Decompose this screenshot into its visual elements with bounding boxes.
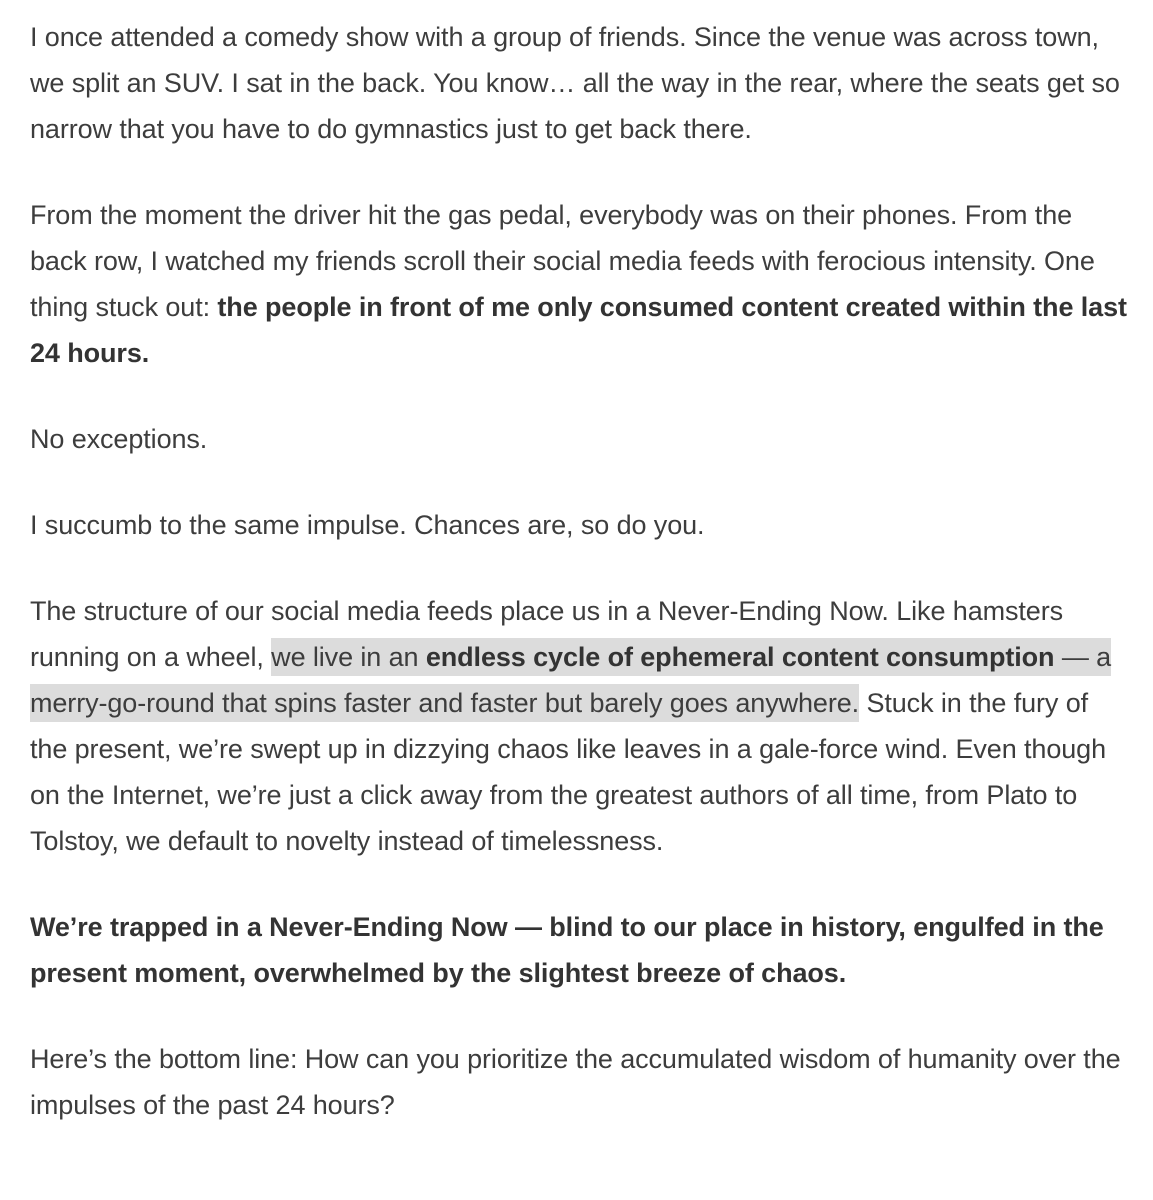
- paragraph-text: I succumb to the same impulse. Chances are, so do you.: [30, 510, 705, 540]
- paragraph-text: From the moment the driver hit the gas pedal, everybody was on their phones. From the back row, I watched my friends scroll their social media feeds with ferocious intensity. One thing stuck out:: [30, 200, 1095, 322]
- paragraph-text: Stuck in the fury of the present, we’re swept up in dizzying chaos like leaves in a gale-force wind. Even though on the Internet, we’re just a click away from the greatest authors of all time, from Plato to Tolstoy, we default to novelty instead of timelessness.: [30, 688, 1107, 856]
- highlight-bold-text: endless cycle of ephemeral content consumption: [425, 642, 1055, 672]
- paragraph-text: I once attended a comedy show with a group of friends. Since the venue was across town, we split an SUV. I sat in the back. You know… all the way in the rear, where the seats get so narrow that you have to do gymnastics just to get back there.: [30, 22, 1120, 144]
- paragraph-never-ending-now: [30, 588, 1130, 864]
- paragraph-phones: [30, 192, 1130, 376]
- bold-statement: the people in front of me only consumed content created within the last 24 hours.: [30, 292, 1127, 368]
- paragraph-no-exceptions: [30, 416, 1130, 462]
- paragraph-text: Here’s the bottom line: How can you prioritize the accumulated wisdom of humanity over the impulses of the past 24 hours?: [30, 1044, 1121, 1120]
- bold-statement: We’re trapped in a Never-Ending Now — blind to our place in history, engulfed in the present moment, overwhelmed by the slightest breeze of chaos.: [30, 912, 1104, 988]
- article-body: [30, 14, 1130, 1128]
- highlight-text: we live in an: [271, 642, 426, 672]
- paragraph-impulse: [30, 502, 1130, 548]
- paragraph-text: The structure of our social media feeds place us in a Never-Ending Now. Like hamsters running on a wheel,: [30, 596, 1064, 672]
- paragraph-bottom-line: [30, 1036, 1130, 1128]
- paragraph-text: No exceptions.: [30, 424, 208, 454]
- paragraph-comedy-show: [30, 14, 1130, 152]
- highlight-text: — a merry-go-round that spins faster and faster but barely goes anywhere.: [30, 642, 1112, 718]
- paragraph-trapped: [30, 904, 1130, 996]
